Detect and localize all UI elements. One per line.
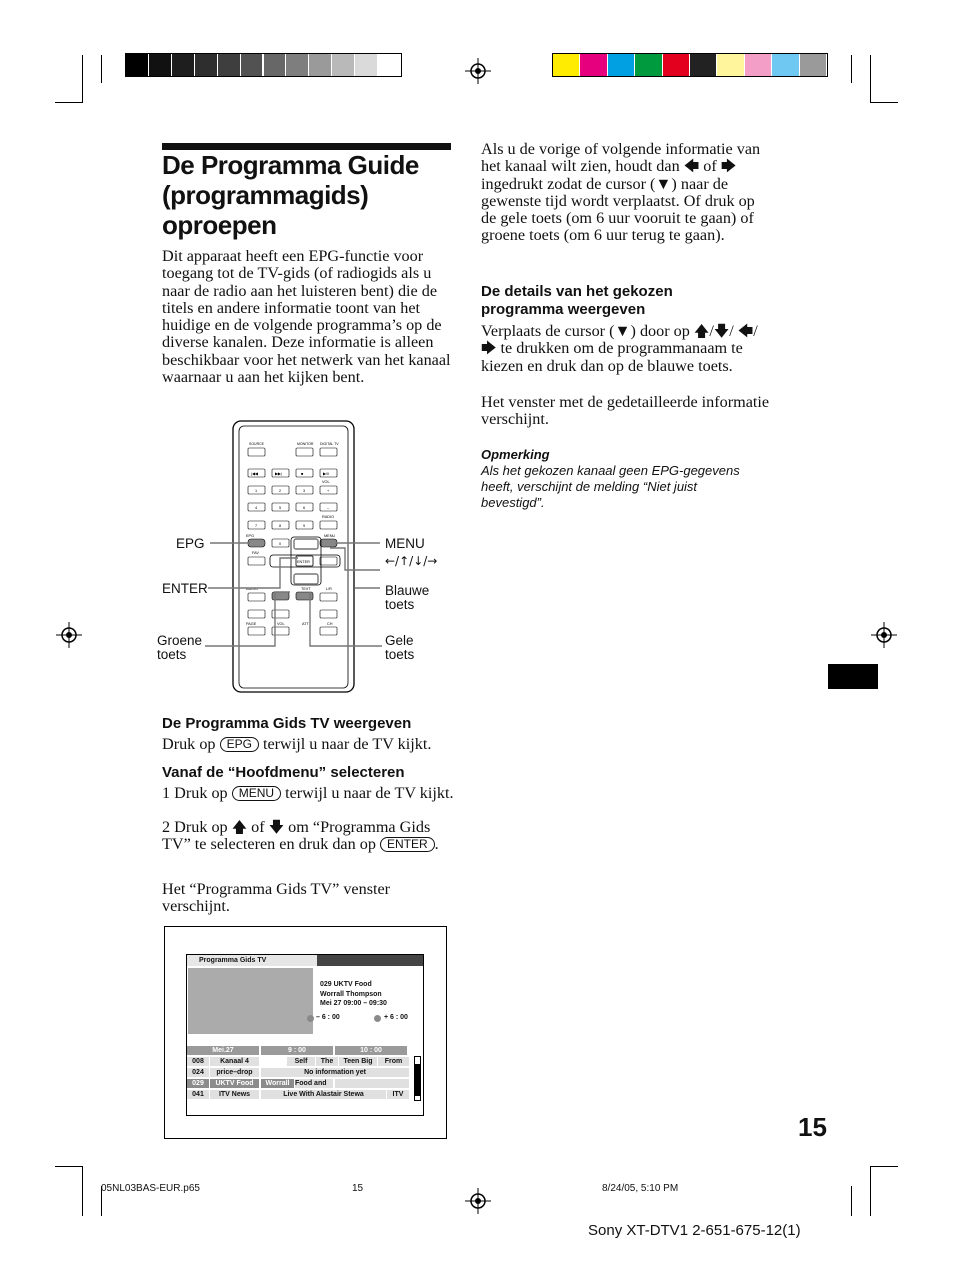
arrow-down-icon: 🡇 bbox=[713, 322, 730, 340]
svg-text:2: 2 bbox=[279, 489, 282, 493]
note-title: Opmerking bbox=[481, 447, 550, 462]
color-swatch bbox=[553, 54, 579, 76]
color-swatch bbox=[378, 54, 400, 76]
svg-text:ATT: ATT bbox=[302, 622, 309, 626]
svg-text:9: 9 bbox=[303, 524, 306, 528]
svg-text:7: 7 bbox=[255, 524, 258, 528]
epg-ch-name: ITV News bbox=[210, 1090, 259, 1099]
epg-info-line1: 029 UKTV Food bbox=[320, 981, 372, 988]
section2-step1 bbox=[162, 785, 454, 802]
step2-mid: of bbox=[251, 818, 265, 836]
epg-plus: + 6 : 00 bbox=[384, 1014, 408, 1021]
footer-model: Sony XT-DTV1 2-651-675-12(1) bbox=[588, 1222, 801, 1239]
color-swatch bbox=[286, 54, 308, 76]
epg-row-041[interactable] bbox=[187, 1090, 409, 1100]
para2-a: Verplaats de cursor (▼) door op bbox=[481, 322, 690, 340]
yellow-button-icon bbox=[374, 1015, 381, 1022]
page-number: 15 bbox=[798, 1112, 827, 1142]
epg-ch: 029 bbox=[187, 1079, 209, 1088]
svg-text:AUDIO: AUDIO bbox=[246, 587, 259, 591]
arrow-down-icon: 🡇 bbox=[268, 818, 285, 836]
svg-text:4: 4 bbox=[255, 506, 258, 510]
svg-text:|◀◀: |◀◀ bbox=[251, 472, 258, 476]
callout-enter: ENTER bbox=[162, 581, 208, 596]
color-swatch bbox=[690, 54, 716, 76]
arrow-right-icon: 🡆 bbox=[481, 339, 497, 358]
color-swatch bbox=[149, 54, 171, 76]
callout-gele-toets: Gele toets bbox=[385, 633, 415, 662]
section2-step2: 2 Druk op 🡅 of 🡇 om “Programma Gids TV” te selecteren en druk dan op ENTER . bbox=[162, 818, 439, 854]
callout-arrows: ←/↑/↓/→ bbox=[385, 554, 438, 568]
note-text: Als het gekozen kanaal geen EPG-gegevens heeft, verschijnt de melding “Niet juist bevestigd”. bbox=[481, 463, 740, 510]
epg-date: Mei.27 bbox=[187, 1046, 259, 1055]
color-swatch bbox=[126, 54, 148, 76]
color-swatch bbox=[195, 54, 217, 76]
color-swatch bbox=[663, 54, 689, 76]
para1-a: Als u de vorige of volgende informatie van het kanaal wilt zien, houdt dan bbox=[481, 140, 761, 176]
epg-prog: Live With Alastair Stewa bbox=[261, 1090, 386, 1099]
section1-pre: Druk op bbox=[162, 735, 216, 753]
callout-epg: EPG bbox=[176, 536, 205, 551]
step2-pre: 2 Druk op bbox=[162, 818, 228, 836]
intro-paragraph: Dit apparaat heeft een EPG-functie voor toegang tot de TV-gids (of radiogids als u naar de radio aan het luisteren bent) die de titels en andere informatie toont van het huidige en de volgende programma’s op de diverse kanalen. Deze informatie is alleen beschikbaar voor het netwerk van het kanaal waarnaar u aan het kijken bent. bbox=[162, 247, 451, 387]
section-heading-weergeven: De Programma Gids TV weergeven bbox=[162, 715, 412, 732]
epg-time-header bbox=[187, 1046, 409, 1056]
svg-text:MENU: MENU bbox=[324, 534, 336, 538]
epg-header-bar bbox=[187, 955, 423, 966]
color-swatch bbox=[772, 54, 798, 76]
arrow-up-icon: 🡅 bbox=[231, 818, 248, 836]
color-swatch bbox=[264, 54, 286, 76]
epg-scrollbar-thumb[interactable] bbox=[415, 1064, 420, 1096]
callout-menu: MENU bbox=[385, 536, 425, 551]
epg-info bbox=[320, 980, 387, 1009]
svg-text:PAGE: PAGE bbox=[246, 622, 257, 626]
epg-empty bbox=[335, 1079, 409, 1088]
svg-text:5: 5 bbox=[279, 506, 282, 510]
color-swatch bbox=[608, 54, 634, 76]
epg-prog: From bbox=[378, 1057, 409, 1066]
step1-post: terwijl u naar de TV kijkt. bbox=[285, 784, 454, 802]
epg-minus: – 6 : 00 bbox=[316, 1014, 340, 1021]
title-rule bbox=[162, 143, 451, 150]
color-swatch bbox=[580, 54, 606, 76]
section1-post: terwijl u naar de TV kijkt. bbox=[262, 735, 432, 753]
epg-ch-name: price–drop bbox=[210, 1068, 259, 1077]
color-swatch bbox=[717, 54, 743, 76]
para2-b: te drukken om de programmanaam te kiezen en druk dan op de blauwe toets. bbox=[481, 339, 743, 375]
epg-row-029[interactable] bbox=[187, 1079, 409, 1089]
color-swatch bbox=[332, 54, 354, 76]
svg-text:▶▶|: ▶▶| bbox=[275, 472, 282, 476]
epg-time2: 10 : 00 bbox=[335, 1046, 407, 1055]
right-para2: Verplaats de cursor (▼) door op 🡅/🡇/ 🡄/🡆 te drukken om de programmanaam te kiezen en druk dan op de blauwe toets. bbox=[481, 322, 758, 375]
callout-blauwe-toets: Blauwe toets bbox=[385, 583, 430, 612]
key-enter: ENTER bbox=[380, 837, 435, 852]
registration-mark-left bbox=[54, 620, 84, 650]
epg-ch-name: UKTV Food bbox=[210, 1079, 259, 1088]
epg-info-line2: Worrall Thompson bbox=[320, 990, 382, 998]
section-tab bbox=[828, 664, 878, 689]
svg-text:RADIO: RADIO bbox=[322, 515, 335, 519]
color-swatch bbox=[241, 54, 263, 76]
footer-date: 8/24/05, 5:10 PM bbox=[602, 1183, 679, 1194]
para1-b: of bbox=[703, 157, 717, 176]
svg-text:CH: CH bbox=[327, 622, 333, 626]
epg-ch-name: Kanaal 4 bbox=[210, 1057, 259, 1066]
page-title: De Programma Guide (programmagids) oproepen bbox=[162, 150, 419, 240]
section-heading-hoofdmenu: Vanaf de “Hoofdmenu” selecteren bbox=[162, 764, 405, 781]
epg-prog-selected: Worrall bbox=[261, 1079, 294, 1088]
svg-text:FAV: FAV bbox=[252, 551, 259, 555]
svg-text:ENTER: ENTER bbox=[297, 560, 310, 564]
svg-text:TEXT: TEXT bbox=[301, 587, 311, 591]
svg-text:SOURCE: SOURCE bbox=[249, 442, 264, 446]
right-para3: Het venster met de gedetailleerde informatie verschijnt. bbox=[481, 393, 770, 429]
svg-text:VOL: VOL bbox=[277, 622, 285, 626]
svg-text:6: 6 bbox=[303, 506, 306, 510]
epg-info-line3: Mei 27 09:00 – 09:30 bbox=[320, 1000, 387, 1007]
section2-result: Het “Programma Gids TV” venster verschijnt. bbox=[162, 880, 391, 916]
epg-ch: 008 bbox=[187, 1057, 209, 1066]
svg-text:■: ■ bbox=[301, 472, 304, 476]
svg-text:L/R: L/R bbox=[326, 587, 332, 591]
color-swatch bbox=[355, 54, 377, 76]
svg-text:DIGITAL TV: DIGITAL TV bbox=[320, 442, 339, 446]
color-swatch bbox=[745, 54, 771, 76]
epg-row-024[interactable] bbox=[187, 1068, 409, 1078]
arrow-left-icon: 🡄 bbox=[683, 157, 700, 176]
arrow-up-icon: 🡅 bbox=[693, 322, 710, 340]
epg-time1: 9 : 00 bbox=[261, 1046, 333, 1055]
color-swatch bbox=[635, 54, 661, 76]
svg-text:EPG: EPG bbox=[246, 534, 255, 538]
epg-prog: The bbox=[316, 1057, 338, 1066]
registration-mark-bottom bbox=[463, 1186, 493, 1216]
epg-gap bbox=[261, 1057, 286, 1066]
color-swatch bbox=[218, 54, 240, 76]
svg-text:VOL: VOL bbox=[322, 480, 330, 484]
key-menu: MENU bbox=[232, 786, 281, 801]
svg-text:+: + bbox=[327, 489, 330, 493]
section-heading-details: De details van het gekozen programma weergeven bbox=[481, 283, 673, 318]
svg-text:–: – bbox=[327, 506, 330, 510]
step1-pre: 1 Druk op bbox=[162, 784, 228, 802]
svg-text:▶/II: ▶/II bbox=[323, 472, 330, 476]
registration-mark-top bbox=[463, 56, 493, 86]
color-swatch bbox=[172, 54, 194, 76]
epg-prog: ITV bbox=[387, 1090, 409, 1099]
color-swatch bbox=[800, 54, 826, 76]
svg-text:1: 1 bbox=[255, 489, 258, 493]
epg-prog: No information yet bbox=[261, 1068, 409, 1077]
svg-text:3: 3 bbox=[303, 489, 306, 493]
epg-prog: Teen Big bbox=[339, 1057, 377, 1066]
key-epg: EPG bbox=[220, 737, 259, 752]
arrow-right-icon: 🡆 bbox=[720, 157, 737, 176]
epg-ch: 024 bbox=[187, 1068, 209, 1077]
svg-text:MONITOR: MONITOR bbox=[297, 442, 314, 446]
footer-file: 05NL03BAS-EUR.p65 bbox=[101, 1183, 200, 1194]
epg-prog: Food and bbox=[295, 1079, 333, 1088]
para1-c: ingedrukt zodat de cursor (▼) naar de gewenste tijd wordt verplaatst. Of druk op de gele toets (om 6 uur vooruit te gaan) of groene toets (om 6 uur terug te gaan). bbox=[481, 174, 755, 245]
right-para1 bbox=[481, 141, 771, 245]
footer-page: 15 bbox=[352, 1183, 364, 1194]
epg-preview-window bbox=[188, 968, 313, 1034]
section1-text bbox=[162, 736, 462, 753]
epg-ch: 041 bbox=[187, 1090, 209, 1099]
epg-prog: Self bbox=[287, 1057, 315, 1066]
color-swatch bbox=[309, 54, 331, 76]
epg-header-title: Programma Gids TV bbox=[199, 957, 267, 964]
arrow-left-icon: 🡄 bbox=[737, 322, 754, 340]
svg-text:8: 8 bbox=[279, 524, 282, 528]
svg-text:0: 0 bbox=[279, 542, 282, 546]
green-button-icon bbox=[307, 1015, 314, 1022]
epg-row-008[interactable] bbox=[187, 1057, 409, 1067]
callout-groene-toets: Groene toets bbox=[157, 633, 203, 662]
step2-post: om “Programma Gids TV” te selecteren en druk dan op bbox=[162, 818, 431, 854]
registration-mark-right bbox=[869, 620, 899, 650]
